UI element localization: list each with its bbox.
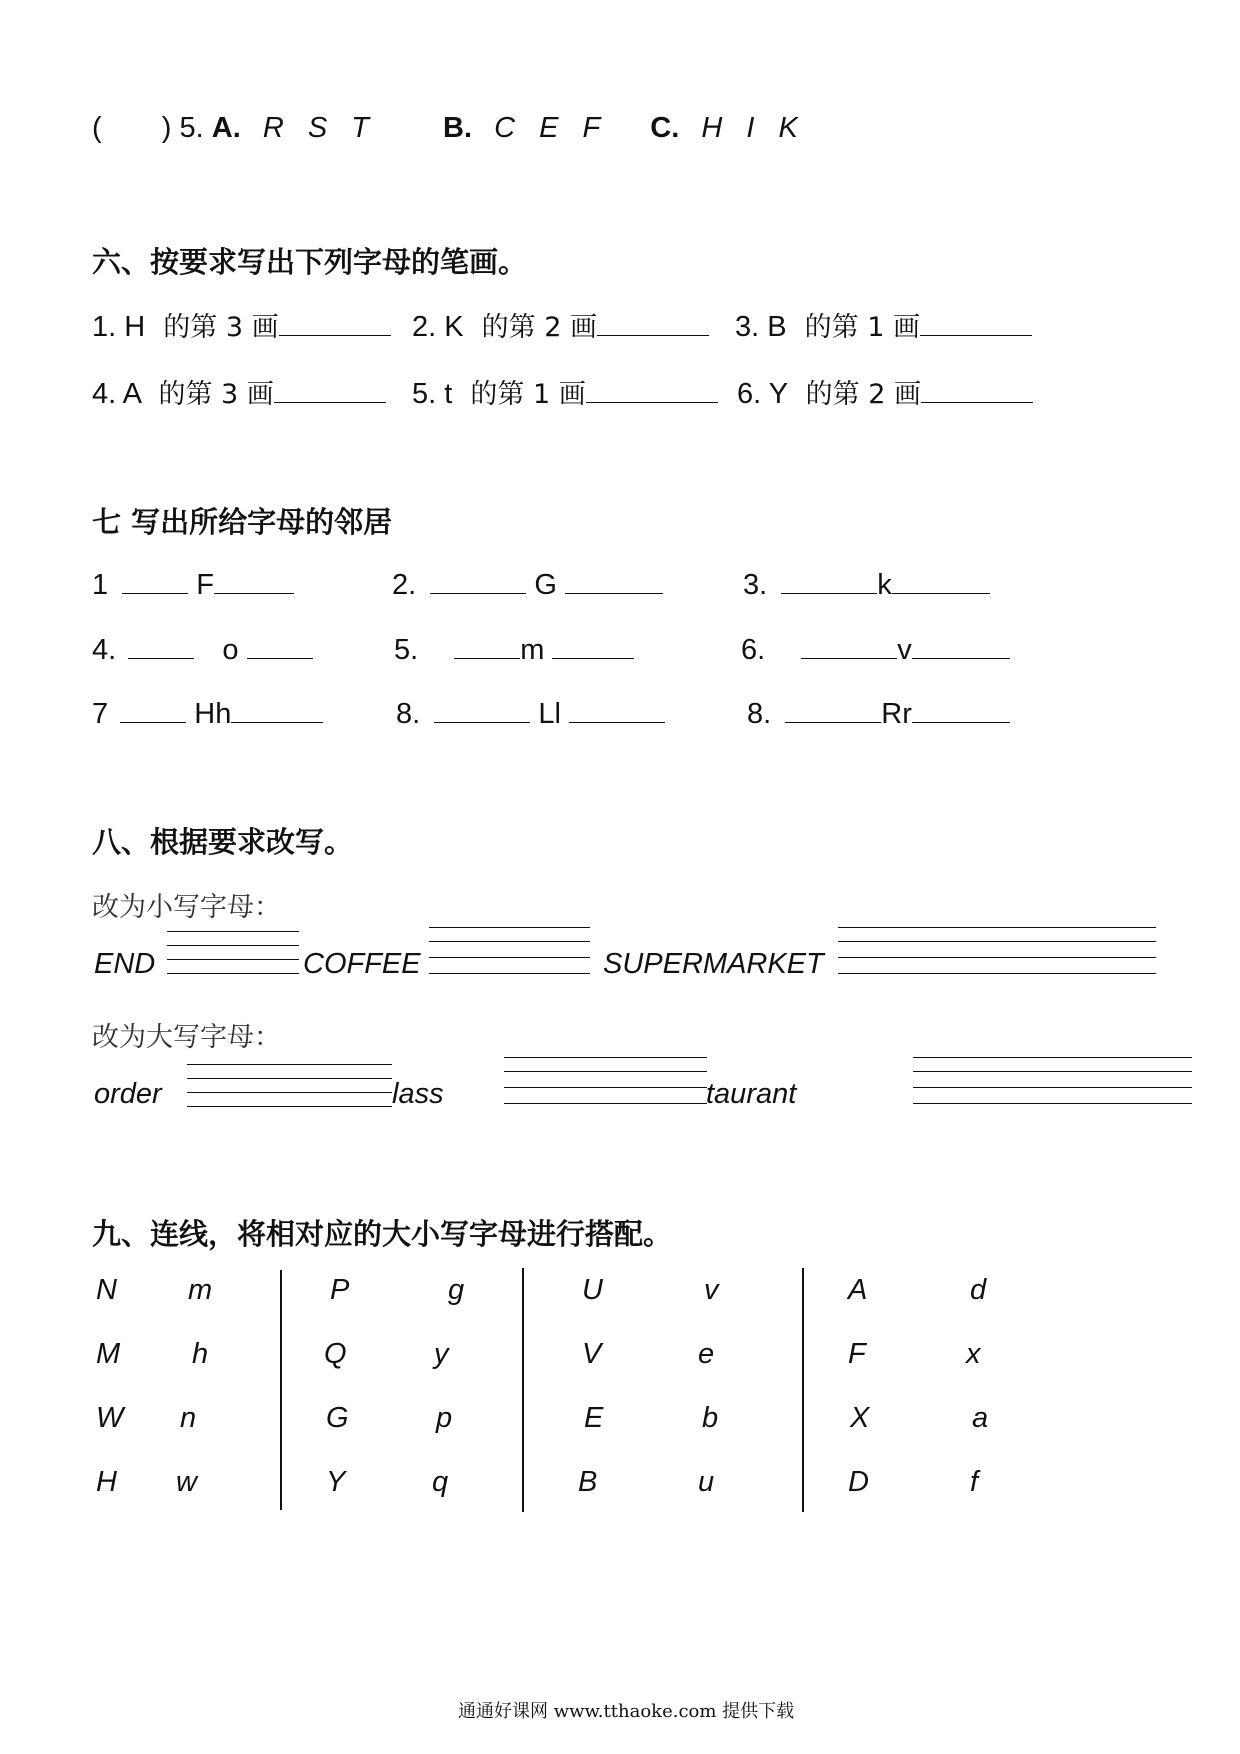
answer-blank[interactable] bbox=[586, 374, 718, 403]
section6-title: 六、按要求写出下列字母的笔画。 bbox=[92, 245, 528, 279]
q5-close-paren: ) bbox=[161, 112, 172, 144]
match-lower[interactable]: x bbox=[966, 1338, 981, 1370]
answer-blank[interactable] bbox=[569, 694, 665, 723]
match-upper[interactable]: N bbox=[96, 1274, 117, 1306]
answer-blank[interactable] bbox=[128, 630, 194, 659]
section6-item-3 bbox=[735, 305, 1032, 344]
match-upper[interactable]: P bbox=[330, 1274, 350, 1306]
section7-item-9 bbox=[747, 694, 1010, 731]
match-upper[interactable]: X bbox=[850, 1402, 870, 1434]
word-end: END bbox=[94, 948, 156, 980]
answer-blank[interactable] bbox=[597, 307, 709, 336]
word-order: order bbox=[94, 1078, 162, 1110]
column-divider bbox=[280, 1270, 282, 1510]
answer-blank[interactable] bbox=[214, 565, 294, 594]
section6-item-1 bbox=[92, 305, 391, 344]
item-number: 8. bbox=[747, 698, 772, 730]
q5-option-a-text: R S T bbox=[262, 112, 377, 144]
match-upper[interactable]: M bbox=[96, 1338, 121, 1370]
item-number: 4. bbox=[92, 634, 117, 666]
word-taurant: taurant bbox=[706, 1078, 797, 1110]
item-text: 的第 2 画 bbox=[481, 312, 597, 343]
section7-title: 七 写出所给字母的邻居 bbox=[92, 505, 393, 539]
answer-blank[interactable] bbox=[920, 307, 1032, 336]
match-upper[interactable]: W bbox=[96, 1402, 124, 1434]
item-letter: B bbox=[767, 311, 787, 343]
item-number: 5. bbox=[394, 634, 419, 666]
match-upper[interactable]: D bbox=[848, 1466, 869, 1498]
item-letter: k bbox=[877, 569, 892, 601]
match-upper[interactable]: V bbox=[582, 1338, 602, 1370]
match-lower[interactable]: h bbox=[192, 1338, 209, 1370]
answer-blank[interactable] bbox=[122, 565, 188, 594]
item-number: 1 bbox=[92, 569, 109, 601]
section6-item-4 bbox=[92, 372, 386, 411]
writing-lines[interactable] bbox=[504, 1057, 707, 1107]
answer-blank[interactable] bbox=[912, 694, 1010, 723]
answer-blank[interactable] bbox=[552, 630, 634, 659]
match-lower[interactable]: g bbox=[448, 1274, 465, 1306]
q5-option-b-label: B. bbox=[443, 112, 473, 144]
match-lower[interactable]: y bbox=[434, 1338, 449, 1370]
q5-option-c-text: H I K bbox=[701, 112, 806, 144]
item-number: 3. bbox=[743, 569, 768, 601]
answer-blank[interactable] bbox=[454, 630, 520, 659]
item-number: 1. bbox=[92, 311, 117, 343]
section7-item-5 bbox=[394, 630, 634, 667]
item-letter: Y bbox=[768, 378, 788, 410]
answer-blank[interactable] bbox=[565, 565, 663, 594]
item-number: 4. bbox=[92, 378, 117, 410]
match-lower[interactable]: u bbox=[698, 1466, 715, 1498]
writing-lines[interactable] bbox=[913, 1057, 1192, 1107]
item-letter: Rr bbox=[881, 698, 912, 730]
answer-blank[interactable] bbox=[801, 630, 897, 659]
match-upper[interactable]: B bbox=[578, 1466, 598, 1498]
match-lower[interactable]: b bbox=[702, 1402, 719, 1434]
item-text: 的第 3 画 bbox=[158, 379, 274, 410]
q5-open-paren: ( bbox=[92, 112, 102, 144]
column-divider bbox=[802, 1268, 804, 1512]
answer-blank[interactable] bbox=[785, 694, 881, 723]
answer-blank[interactable] bbox=[247, 630, 313, 659]
item-text: 的第 2 画 bbox=[805, 379, 921, 410]
section7-item-2 bbox=[392, 565, 663, 602]
word-supermarket: SUPERMARKET bbox=[603, 948, 824, 980]
item-text: 的第 1 画 bbox=[470, 379, 586, 410]
item-number: 2. bbox=[412, 311, 437, 343]
match-lower[interactable]: a bbox=[972, 1402, 989, 1434]
section8-title: 八、根据要求改写。 bbox=[92, 825, 354, 859]
item-letter: H bbox=[124, 311, 146, 343]
section6-item-6 bbox=[737, 372, 1033, 411]
match-lower[interactable]: p bbox=[436, 1402, 453, 1434]
answer-blank[interactable] bbox=[892, 565, 990, 594]
page-footer: 通通好课网 www.tthaoke.com 提供下载 bbox=[458, 1701, 795, 1722]
item-number: 8. bbox=[396, 698, 421, 730]
answer-blank[interactable] bbox=[279, 307, 391, 336]
section9-title: 九、连线，将相对应的大小写字母进行搭配。 bbox=[92, 1217, 673, 1251]
item-letter: t bbox=[444, 378, 453, 410]
section7-item-8 bbox=[396, 694, 665, 731]
item-letter: v bbox=[897, 634, 912, 666]
item-number: 5. bbox=[412, 378, 437, 410]
answer-blank[interactable] bbox=[430, 565, 526, 594]
match-lower[interactable]: e bbox=[698, 1338, 715, 1370]
writing-lines[interactable] bbox=[167, 927, 299, 977]
item-text: 的第 3 画 bbox=[163, 312, 279, 343]
q5-option-b-text: C E F bbox=[494, 112, 609, 144]
match-upper[interactable]: U bbox=[582, 1274, 603, 1306]
writing-lines[interactable] bbox=[429, 927, 590, 977]
item-number: 3. bbox=[735, 311, 760, 343]
match-upper[interactable]: A bbox=[848, 1274, 868, 1306]
match-upper[interactable]: F bbox=[848, 1338, 866, 1370]
item-letter: F bbox=[196, 569, 214, 601]
item-letter: o bbox=[222, 634, 239, 666]
word-coffee: COFFEE bbox=[303, 948, 421, 980]
item-text: 的第 1 画 bbox=[804, 312, 920, 343]
section6-item-2 bbox=[412, 305, 709, 344]
item-number: 7 bbox=[92, 698, 109, 730]
item-letter: A bbox=[122, 378, 141, 410]
item-letter: m bbox=[520, 634, 545, 666]
q5-number: 5. bbox=[179, 112, 204, 144]
match-upper[interactable]: Y bbox=[326, 1466, 346, 1498]
q5-row bbox=[92, 112, 806, 145]
match-lower[interactable]: m bbox=[188, 1274, 213, 1306]
answer-blank[interactable] bbox=[921, 374, 1033, 403]
answer-blank[interactable] bbox=[120, 694, 186, 723]
item-letter: K bbox=[444, 311, 464, 343]
match-lower[interactable]: f bbox=[970, 1466, 979, 1498]
writing-lines[interactable] bbox=[187, 1060, 392, 1110]
answer-blank[interactable] bbox=[781, 565, 877, 594]
item-number: 6. bbox=[737, 378, 762, 410]
match-lower[interactable]: n bbox=[180, 1402, 197, 1434]
answer-blank[interactable] bbox=[274, 374, 386, 403]
answer-blank[interactable] bbox=[434, 694, 530, 723]
match-lower[interactable]: v bbox=[704, 1274, 719, 1306]
writing-lines[interactable] bbox=[838, 927, 1156, 977]
match-upper[interactable]: G bbox=[326, 1402, 349, 1434]
match-upper[interactable]: Q bbox=[324, 1338, 347, 1370]
section7-item-7 bbox=[92, 694, 323, 731]
match-lower[interactable]: d bbox=[970, 1274, 987, 1306]
q5-option-a-label: A. bbox=[211, 112, 241, 144]
item-letter: G bbox=[534, 569, 557, 601]
answer-blank[interactable] bbox=[231, 694, 323, 723]
word-lass: lass bbox=[392, 1078, 444, 1110]
column-divider bbox=[522, 1268, 524, 1512]
uppercase-prompt: 改为大写字母： bbox=[92, 1022, 281, 1053]
answer-blank[interactable] bbox=[912, 630, 1010, 659]
q5-option-c-label: C. bbox=[650, 112, 680, 144]
section7-item-1 bbox=[92, 565, 294, 602]
match-lower[interactable]: w bbox=[176, 1466, 197, 1498]
section7-item-3 bbox=[743, 565, 990, 602]
match-lower[interactable]: q bbox=[432, 1466, 449, 1498]
match-upper[interactable]: E bbox=[584, 1402, 604, 1434]
section6-item-5 bbox=[412, 372, 718, 411]
item-letter: Ll bbox=[538, 698, 561, 730]
lowercase-prompt: 改为小写字母： bbox=[92, 892, 281, 923]
item-letter: Hh bbox=[194, 698, 232, 730]
item-number: 2. bbox=[392, 569, 417, 601]
section7-item-6 bbox=[741, 630, 1010, 667]
item-number: 6. bbox=[741, 634, 766, 666]
match-upper[interactable]: H bbox=[96, 1466, 117, 1498]
section7-item-4 bbox=[92, 630, 313, 667]
